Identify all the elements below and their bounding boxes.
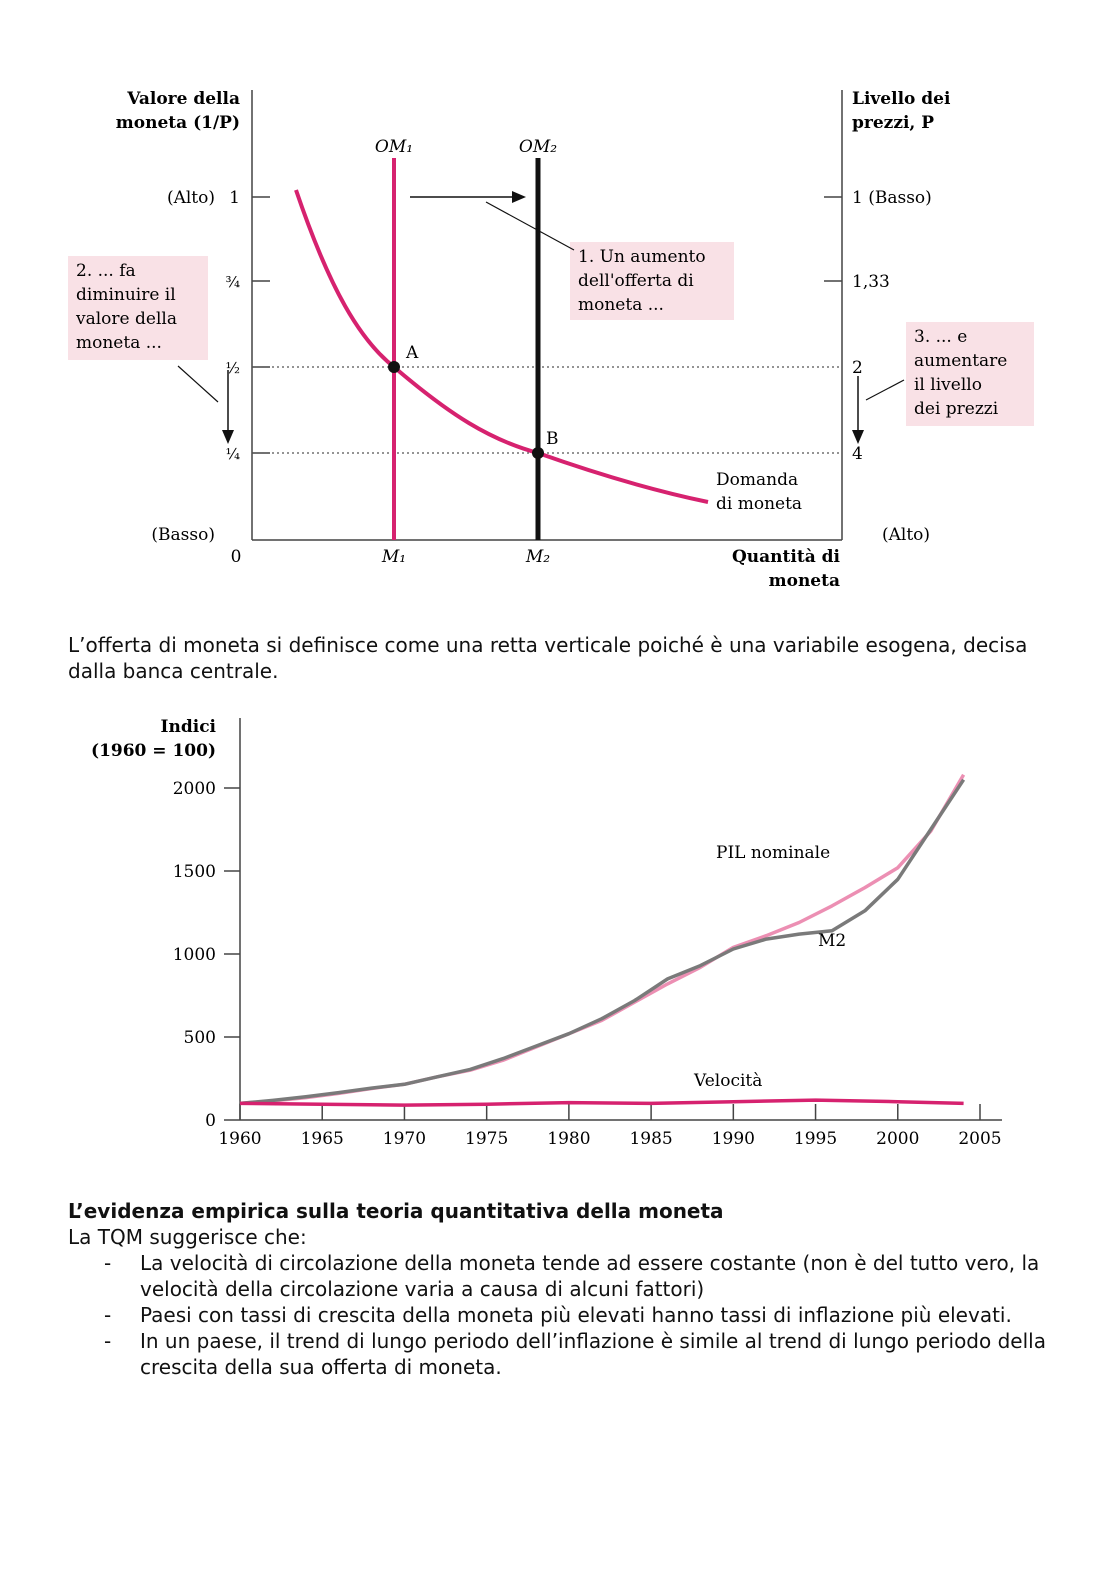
x-tick-label: 1990 (711, 1129, 755, 1149)
point-a-marker (388, 361, 400, 373)
series-label-velocita: Velocità (694, 1071, 763, 1091)
demand-label-2: di moneta (716, 494, 803, 514)
callout-3-line-4: dei prezzi (914, 399, 999, 419)
y-tick-label: 0 (205, 1111, 216, 1131)
demand-label-1: Domanda (716, 470, 799, 490)
empirical-evidence-section (68, 1198, 1058, 1380)
left-axis-title-2: moneta (1/P) (115, 113, 240, 133)
x-tick-label: 1995 (793, 1129, 838, 1149)
right-axis-title-1: Livello dei (852, 89, 951, 109)
right-tick-1: 1 (Basso) (852, 188, 932, 208)
callout-2-line-3: valore della (76, 309, 177, 329)
left-tick-0: 0 (230, 547, 242, 567)
down-arrow-left-head (222, 430, 234, 444)
y-tick-label: 1500 (172, 862, 216, 882)
left-tick-1-4: ¼ (225, 445, 240, 463)
left-tick-1: 1 (229, 188, 240, 208)
right-axis-title-2: prezzi, P (852, 113, 935, 133)
list-item: - La velocità di circolazione della moneta tende ad essere costante (non è del tutto vero, la velocità della circolazione varia a causa di alcuni fattori) (68, 1250, 1058, 1302)
callout-3-line-2: aumentare (914, 351, 1008, 371)
x-tick-label: 2000 (876, 1129, 920, 1149)
basso-left-label: (Basso) (151, 525, 215, 545)
callout-1-line-2: dell'offerta di (578, 271, 694, 291)
callout-2-pointer (178, 366, 218, 402)
x-tick-label: 1960 (218, 1129, 262, 1149)
series-label-pil-nominale: PIL nominale (716, 843, 831, 863)
left-tick-3-4: ¾ (225, 273, 240, 291)
om1-label: OM₁ (374, 137, 414, 157)
callout-3-line-1: 3. ... e (914, 327, 968, 347)
section-intro: La TQM suggerisce che: (68, 1225, 307, 1249)
point-a-label: A (406, 343, 419, 363)
point-b-label: B (546, 429, 559, 449)
list-item: - Paesi con tassi di crescita della moneta più elevati hanno tassi di inflazione più elevati. (68, 1302, 1058, 1328)
m1-label: M₁ (381, 547, 407, 567)
left-tick-1-2: ½ (225, 359, 240, 377)
y-tick-label: 2000 (172, 779, 216, 799)
callout-1-pointer (486, 202, 574, 250)
section-heading: L’evidenza empirica sulla teoria quantitativa della moneta (68, 1199, 724, 1223)
om2-label: OM₂ (518, 137, 558, 157)
x-tick-label: 2005 (958, 1129, 1002, 1149)
series-line-pil-nominale (240, 775, 964, 1104)
x-tick-label: 1985 (629, 1129, 673, 1149)
series-line-m2 (240, 780, 964, 1104)
callout-3-line-3: il livello (914, 375, 982, 395)
x-tick-label: 1975 (465, 1129, 509, 1149)
down-arrow-right-head (852, 430, 864, 444)
y-tick-label: 500 (183, 1028, 216, 1048)
callout-1-line-1: 1. Un aumento (578, 247, 706, 267)
series-label-m2: M2 (818, 931, 847, 951)
shift-arrow-head (512, 191, 526, 203)
right-tick-2: 2 (852, 358, 863, 378)
list-item: - In un paese, il trend di lungo periodo dell’inflazione è simile al trend di lungo periodo della crescita della sua offerta di moneta. (68, 1328, 1058, 1380)
x-tick-label: 1970 (382, 1129, 427, 1149)
callout-1-line-3: moneta ... (578, 295, 664, 315)
series-line-velocita (240, 1100, 964, 1105)
point-b-marker (532, 447, 544, 459)
callout-2-line-2: diminuire il (76, 285, 176, 305)
x-axis-title-2: moneta (768, 571, 840, 591)
y-axis-title-2: (1960 = 100) (91, 741, 216, 761)
money-demand-curve (296, 190, 708, 502)
alto-left-label: (Alto) (166, 188, 215, 208)
alto-right-label: (Alto) (882, 525, 931, 545)
money-market-diagram (40, 70, 1060, 610)
index-line-chart (80, 700, 1040, 1170)
callout-3-pointer (866, 380, 904, 400)
callout-2-line-4: moneta ... (76, 333, 162, 353)
callout-2-line-1: 2. ... fa (76, 261, 136, 281)
x-tick-label: 1980 (547, 1129, 591, 1149)
x-axis-title-1: Quantità di (732, 547, 840, 567)
x-tick-label: 1965 (300, 1129, 344, 1149)
evidence-list (68, 1250, 1058, 1380)
paragraph-money-supply: L’offerta di moneta si definisce come una retta verticale poiché è una variabile esogena, decisa dalla banca centrale. (68, 633, 1028, 683)
right-tick-4: 4 (852, 444, 863, 464)
y-tick-label: 1000 (172, 945, 216, 965)
right-tick-133: 1,33 (852, 272, 890, 292)
y-axis-title-1: Indici (160, 717, 216, 737)
m2-label: M₂ (525, 547, 551, 567)
left-axis-title-1: Valore della (127, 89, 240, 109)
